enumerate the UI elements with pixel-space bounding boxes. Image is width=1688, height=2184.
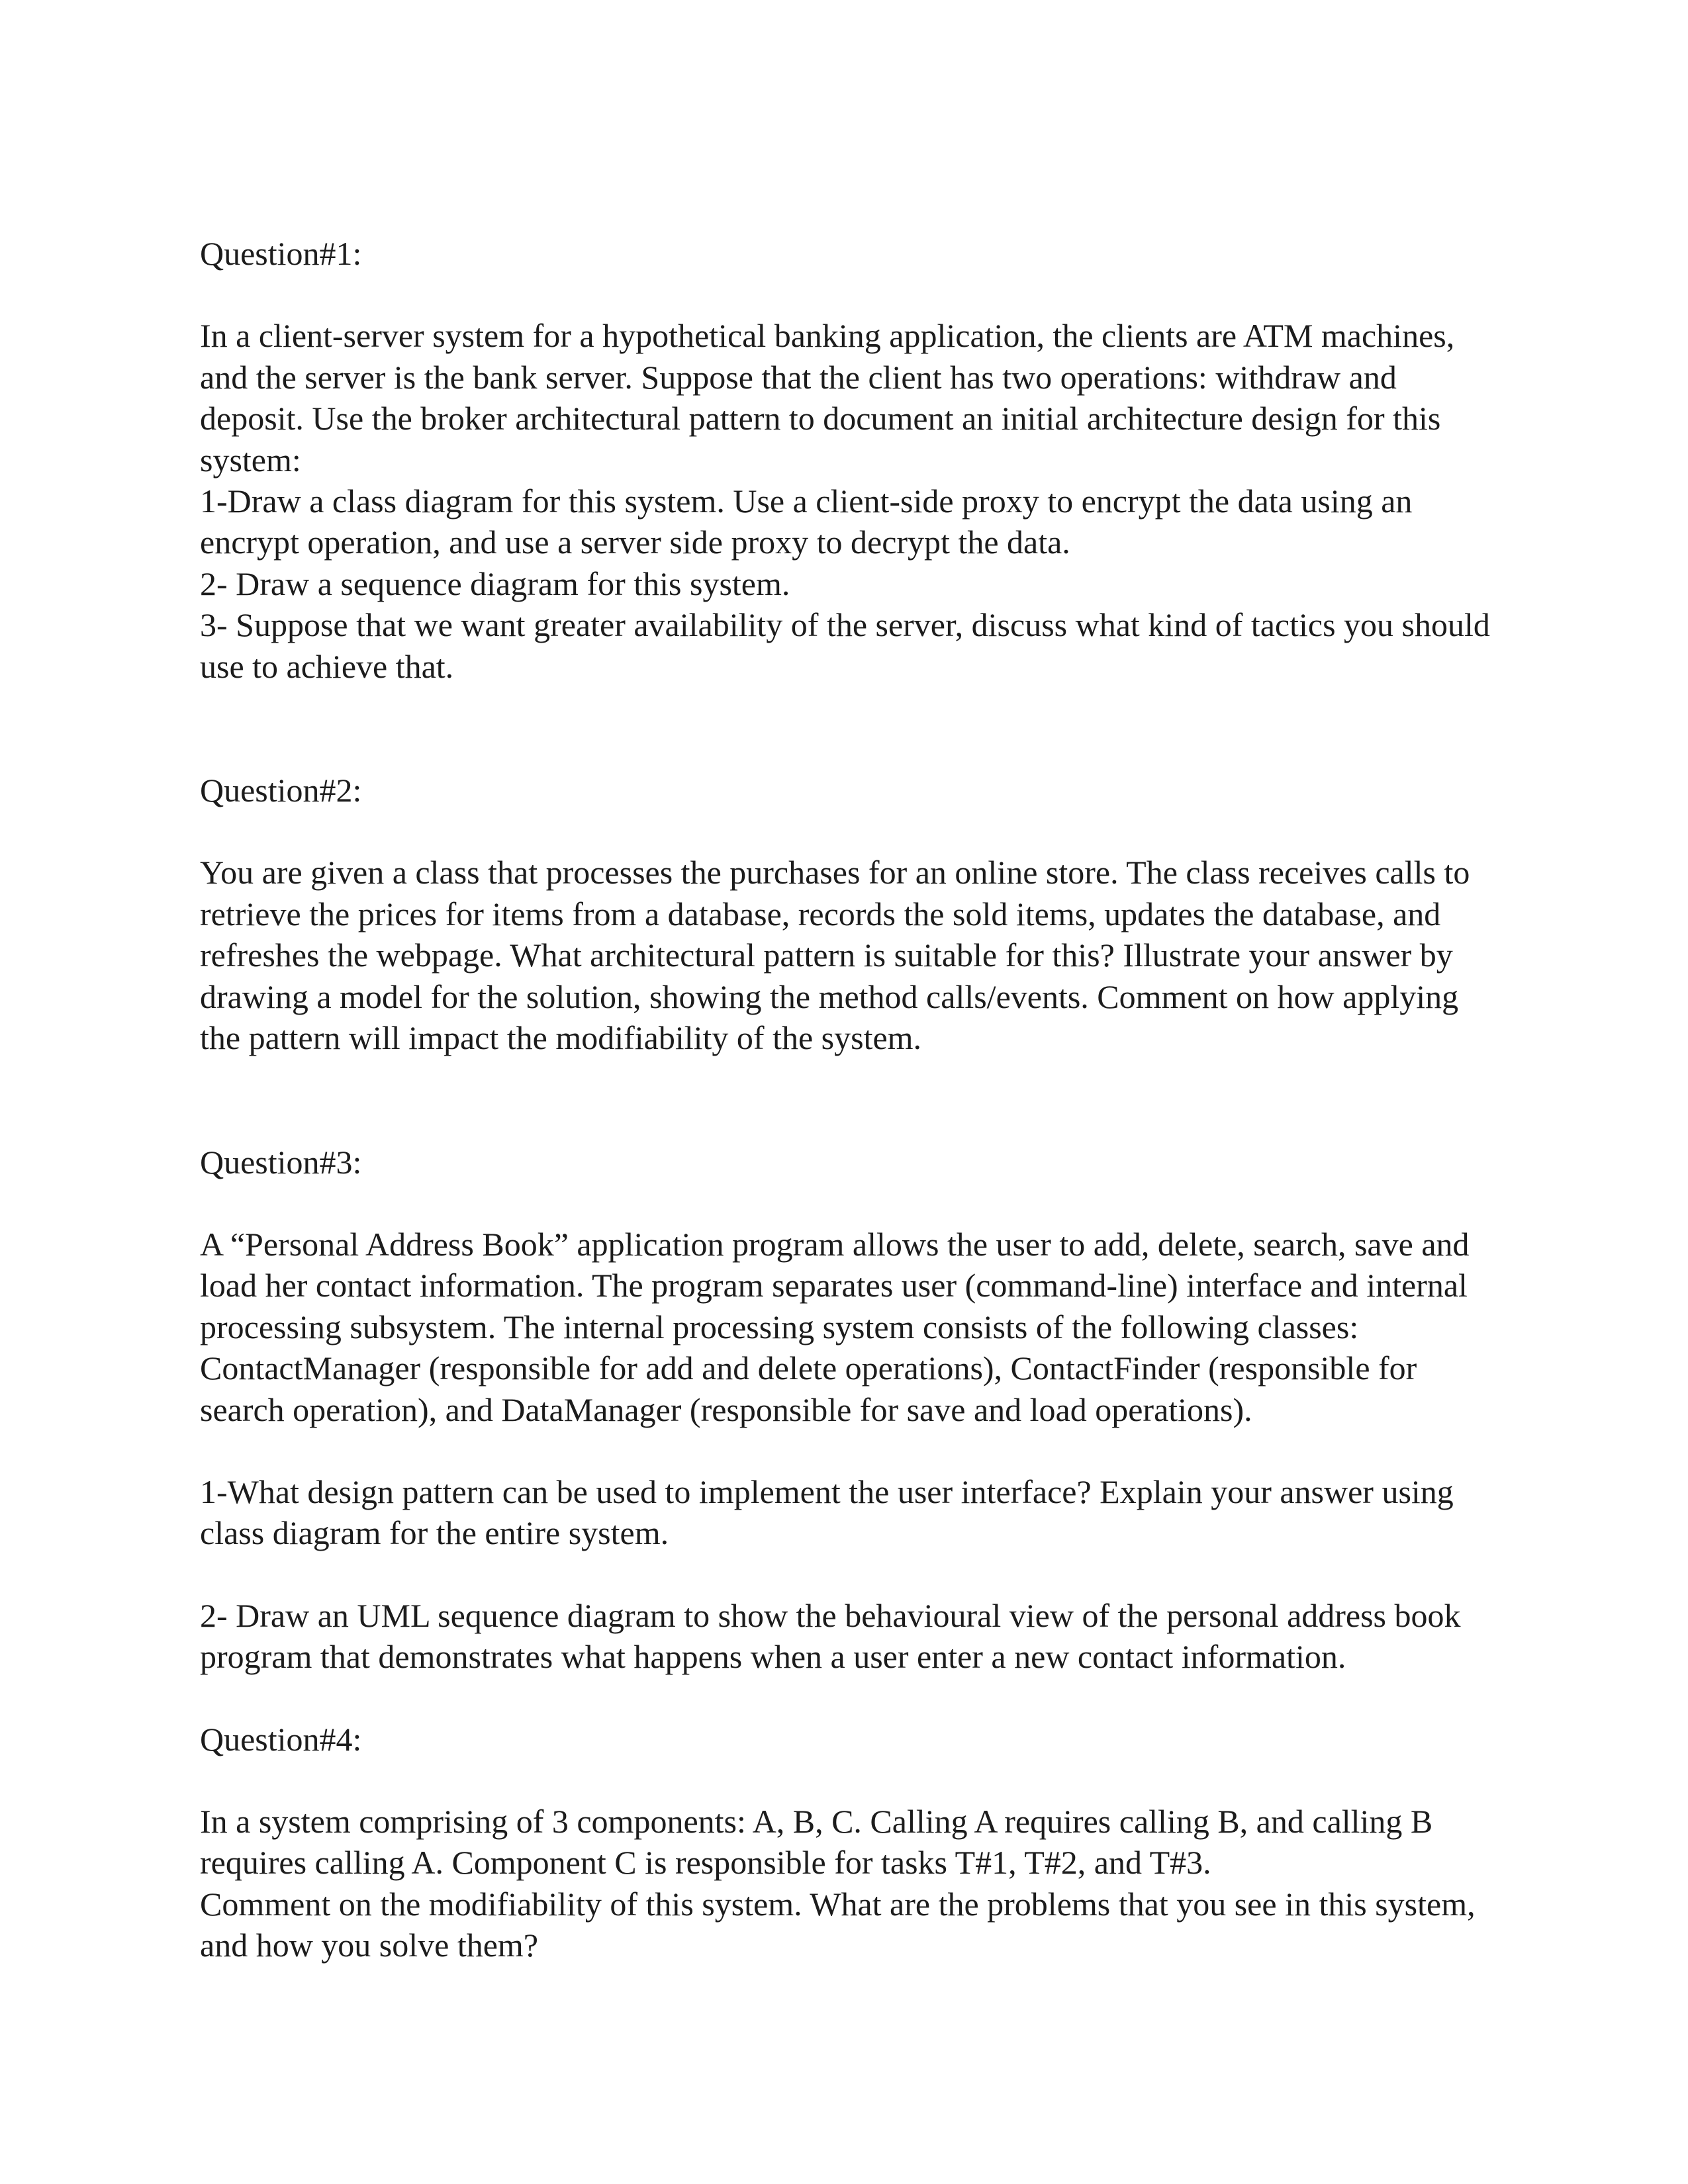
text-line: 2- Draw an UML sequence diagram to show the behavioural view of the personal address book [200, 1596, 1461, 1634]
text-line: 1-Draw a class diagram for this system. Use a client-side proxy to encrypt the data using an [200, 482, 1413, 520]
text-line: 1-What design pattern can be used to implement the user interface? Explain your answer using [200, 1473, 1454, 1510]
text-line: class diagram for the entire system. [200, 1514, 669, 1552]
text-line: In a system comprising of 3 components: A, B, C. Calling A requires calling B, and calling B [200, 1802, 1433, 1840]
question-3-body [200, 1224, 1497, 1430]
text-line: retrieve the prices for items from a database, records the sold items, updates the database, and [200, 895, 1441, 933]
text-line: requires calling A. Component C is responsible for tasks T#1, T#2, and T#3. [200, 1844, 1211, 1882]
document-content [200, 233, 1497, 1966]
text-line: and how you solve them? [200, 1927, 539, 1964]
text-line: ContactManager (responsible for add and delete operations), ContactFinder (responsible for [200, 1349, 1417, 1387]
text-line: 2- Draw a sequence diagram for this system. [200, 565, 790, 602]
question-2-heading: Question#2: [200, 772, 362, 809]
text-line: processing subsystem. The internal processing system consists of the following classes: [200, 1308, 1359, 1345]
text-line: deposit. Use the broker architectural pattern to document an initial architecture design for this [200, 400, 1441, 437]
text-line: use to achieve that. [200, 647, 454, 685]
text-line: refreshes the webpage. What architectural pattern is suitable for this? Illustrate your answer by [200, 936, 1453, 974]
question-3-part-1 [200, 1471, 1497, 1554]
text-line: system: [200, 441, 301, 478]
text-line: In a client-server system for a hypothetical banking application, the clients are ATM machines, [200, 317, 1455, 355]
text-line: program that demonstrates what happens when a user enter a new contact information. [200, 1638, 1346, 1676]
text-line: Comment on the modifiability of this system. What are the problems that you see in this system, [200, 1885, 1476, 1923]
question-2-body [200, 852, 1497, 1058]
text-line: search operation), and DataManager (responsible for save and load operations). [200, 1390, 1252, 1428]
text-line: and the server is the bank server. Suppose that the client has two operations: withdraw and [200, 358, 1397, 396]
text-line: encrypt operation, and use a server side proxy to decrypt the data. [200, 523, 1070, 561]
text-line: A “Personal Address Book” application program allows the user to add, delete, search, save and [200, 1225, 1470, 1263]
text-line: 3- Suppose that we want greater availability of the server, discuss what kind of tactics you should [200, 606, 1490, 644]
text-line: You are given a class that processes the purchases for an online store. The class receives calls to [200, 854, 1470, 891]
question-4-body [200, 1801, 1497, 1966]
text-line: load her contact information. The program separates user (command-line) interface and internal [200, 1267, 1468, 1304]
question-4-heading: Question#4: [200, 1720, 362, 1758]
question-3-heading: Question#3: [200, 1143, 362, 1181]
text-line: drawing a model for the solution, showing the method calls/events. Comment on how applying [200, 978, 1459, 1015]
text-line: the pattern will impact the modifiability of the system. [200, 1019, 922, 1057]
question-1-body [200, 315, 1497, 687]
question-1-heading: Question#1: [200, 235, 362, 272]
question-3-part-2 [200, 1595, 1497, 1678]
